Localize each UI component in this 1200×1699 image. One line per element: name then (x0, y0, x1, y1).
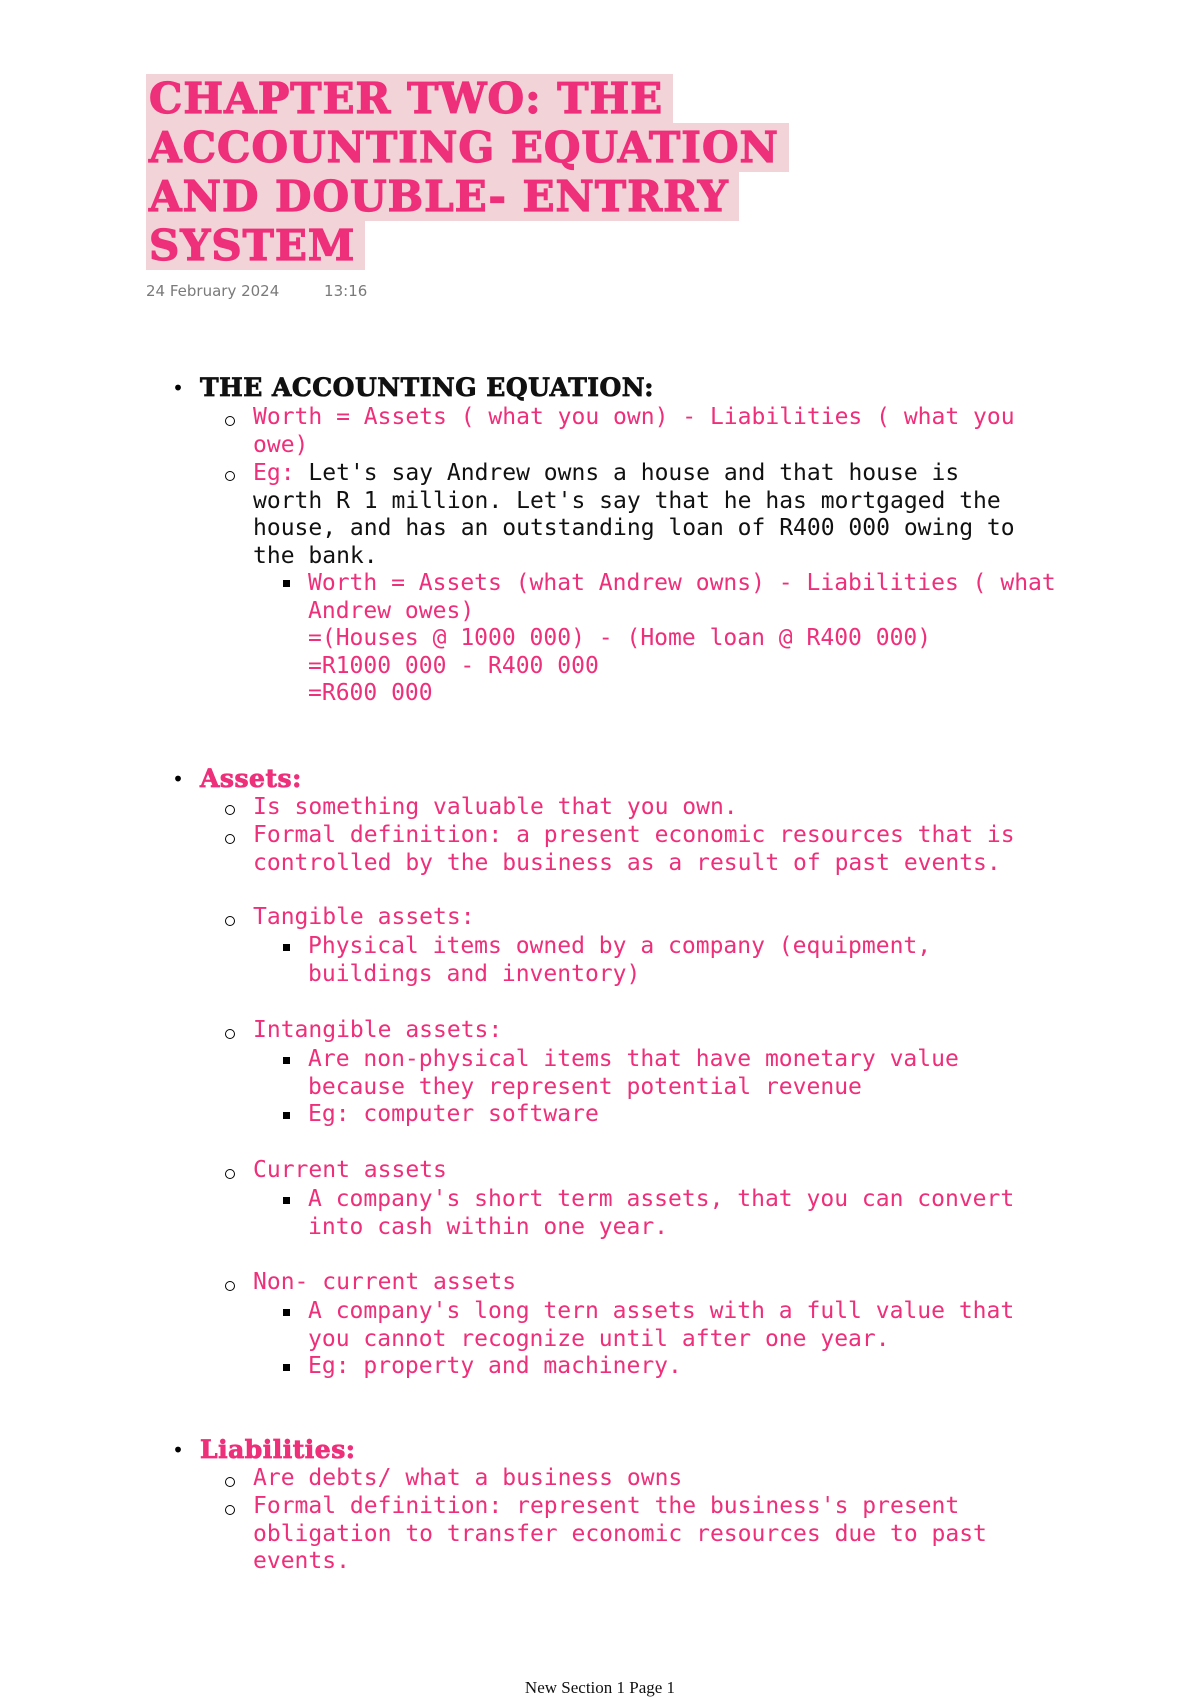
circle-bullet-icon (225, 916, 235, 926)
worth-calculation: Worth = Assets (what Andrew owns) - Liabilities ( what Andrew owes) =(Houses @ 1000 000) - (Home loan @ R400 000) =R1000 000 - R400 000 =R600 000 (308, 570, 1056, 707)
section-heading-assets: Assets: (200, 764, 302, 793)
title-line: ACCOUNTING EQUATION (146, 123, 789, 172)
example-text: Let's say Andrew owns a house and that house is worth R 1 million. Let's say that he has mortgaged the house, and has an outstanding loan of R400 000 owing to the bank. (253, 460, 1015, 569)
bullet-icon: • (172, 1438, 185, 1462)
liabilities-item: Are debts/ what a business owns (253, 1465, 683, 1491)
circle-bullet-icon (225, 416, 235, 426)
title-line: CHAPTER TWO: THE (146, 74, 673, 123)
current-assets-heading: Current assets (253, 1157, 447, 1183)
liabilities-formal-definition: Formal definition: represent the business's present obligation to transfer economic resources due to past events. (253, 1493, 987, 1575)
noncurrent-assets-example: Eg: property and machinery. (308, 1353, 682, 1379)
assets-formal-definition: Formal definition: a present economic resources that is controlled by the business as a result of past events. (253, 822, 1015, 876)
page-time: 13:16 (324, 282, 368, 300)
tangible-item: Physical items owned by a company (equipment, buildings and inventory) (308, 933, 932, 987)
example-label: Eg: (253, 460, 295, 486)
intangible-item: Are non-physical items that have monetary value because they represent potential revenue (308, 1046, 959, 1100)
section-heading-liabilities: Liabilities: (200, 1435, 356, 1464)
circle-bullet-icon (225, 805, 235, 815)
worth-definition: Worth = Assets ( what you own) - Liabilities ( what you owe) (253, 404, 1015, 458)
square-bullet-icon (283, 1197, 290, 1204)
noncurrent-assets-item: A company's long tern assets with a full value that you cannot recognize until after one year. (308, 1298, 1015, 1352)
bullet-icon: • (172, 767, 185, 791)
square-bullet-icon (283, 1364, 290, 1371)
noncurrent-assets-heading: Non- current assets (253, 1269, 517, 1295)
page-footer: New Section 1 Page 1 (524, 1678, 676, 1697)
page-title (146, 74, 789, 270)
section-heading-equation: THE ACCOUNTING EQUATION: (200, 373, 654, 402)
circle-bullet-icon (225, 1477, 235, 1487)
example-paragraph (253, 460, 1033, 570)
square-bullet-icon (283, 1057, 290, 1064)
assets-item: Is something valuable that you own. (253, 794, 738, 820)
circle-bullet-icon (225, 471, 235, 481)
circle-bullet-icon (225, 834, 235, 844)
tangible-heading: Tangible assets: (253, 904, 475, 930)
square-bullet-icon (283, 580, 290, 587)
circle-bullet-icon (225, 1029, 235, 1039)
circle-bullet-icon (225, 1505, 235, 1515)
current-assets-item: A company's short term assets, that you can convert into cash within one year. (308, 1186, 1015, 1240)
square-bullet-icon (283, 1112, 290, 1119)
title-line: SYSTEM (146, 221, 365, 270)
page-meta (146, 282, 367, 300)
title-line: AND DOUBLE- ENTRRY (146, 172, 739, 221)
square-bullet-icon (283, 944, 290, 951)
circle-bullet-icon (225, 1281, 235, 1291)
circle-bullet-icon (225, 1169, 235, 1179)
page-date: 24 February 2024 (146, 282, 280, 300)
bullet-icon: • (172, 376, 185, 400)
square-bullet-icon (283, 1309, 290, 1316)
intangible-example: Eg: computer software (308, 1101, 599, 1127)
intangible-heading: Intangible assets: (253, 1017, 503, 1043)
